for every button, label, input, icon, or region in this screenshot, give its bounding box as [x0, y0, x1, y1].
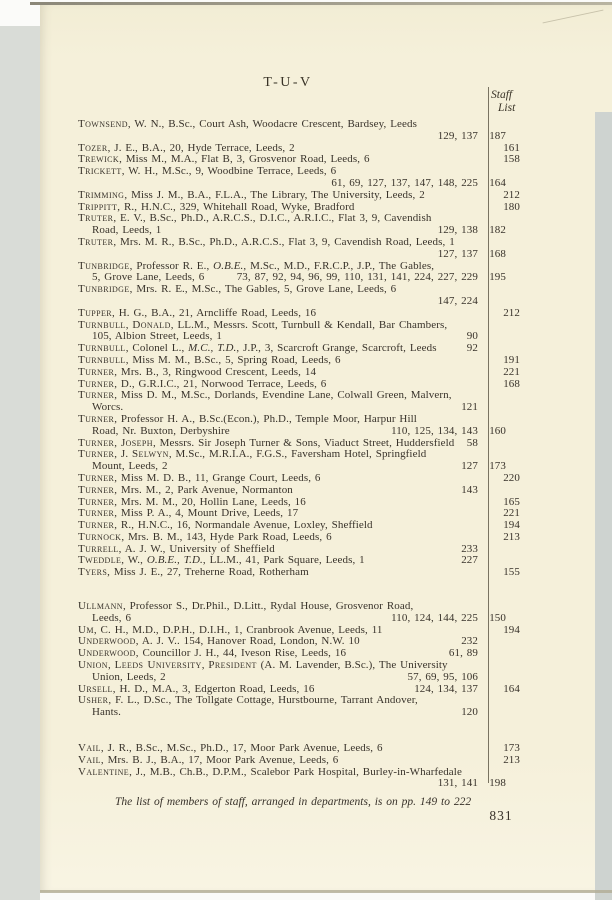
entry-detail: 5, Grove Lane, Leeds, 6 [92, 271, 205, 284]
staff-list-number: 187 [489, 129, 506, 142]
page-references: 129, 137 [437, 129, 478, 142]
staff-list-number: 191 [503, 353, 520, 366]
entry-surname: Turnbull [78, 318, 126, 331]
entry-detail: Leeds, 6 [92, 611, 132, 624]
entry-surname: Union [78, 659, 108, 672]
entry-surname: Turnbull [78, 342, 126, 355]
entry-detail: , Professor S., Dr.Phil., D.Litt., Rydal House, Grosvenor Road, [122, 600, 414, 613]
entry-surname: Underwood [78, 635, 136, 648]
scan-background-right-strip [595, 112, 612, 900]
entry-text [78, 390, 452, 402]
entry-detail: , Professor R. E., [129, 259, 214, 272]
page-references: 73, 87, 92, 94, 96, 99, 110, 131, 141, 224, 227, 229 [236, 271, 478, 284]
entry-detail: , Mrs. M. M., 20, Hollin Lane, Leeds, 16 [114, 495, 306, 508]
page-top-edge-shadow [30, 2, 612, 5]
staff-list-number: 155 [503, 566, 520, 579]
entry-detail: , Mrs. B. J., B.A., 17, Moor Park Avenue, Leeds, 6 [100, 753, 339, 766]
entry-surname: Tweddle [78, 554, 122, 567]
entry-detail: , M.Sc., M.D., F.R.C.P., J.P., The Gables, [243, 259, 435, 272]
entry-surname: Turner [78, 389, 115, 402]
staff-list-number: 164 [489, 176, 506, 189]
footer-note: The list of members of staff, arranged in departments, is on pp. 149 to 222 [114, 796, 472, 808]
entry-detail: , [201, 659, 209, 672]
staff-list-number: 213 [503, 753, 520, 766]
page-references: 147, 224 [437, 294, 478, 307]
entry-detail: , W., [121, 554, 147, 567]
staff-list-number: 194 [503, 519, 520, 532]
entry-text [78, 166, 336, 178]
directory-entry-line [78, 390, 478, 402]
entry-surname: Turnbull [78, 353, 126, 366]
entry-detail: , LL.M., 41, Park Square, Leeds, 1 [202, 554, 365, 567]
entry-surname: Townsend [78, 118, 128, 130]
entry-surname: Turner [78, 495, 115, 508]
entry-surname: Turner [78, 377, 115, 390]
staff-list-number: 158 [503, 153, 520, 166]
page-references: 127 [461, 460, 478, 473]
page-references: 120 [461, 706, 478, 719]
entry-text [78, 119, 417, 131]
entry-surname: Turrell [78, 542, 119, 555]
entry-detail: , C. H., M.D., D.P.H., D.I.H., 1, Cranbrook Avenue, Leeds, 11 [93, 623, 383, 636]
entry-text [92, 707, 121, 719]
entry-detail: , J. E., B.A., 20, Hyde Terrace, Leeds, 2 [107, 141, 295, 154]
entry-surname: Turner [78, 507, 115, 520]
entry-detail: , Mrs. B. M., 143, Hyde Park Road, Leeds, 6 [121, 530, 332, 543]
entry-detail: , R., H.N.C., 16, Normandale Avenue, Loxley, Sheffield [114, 519, 373, 532]
entry-detail: , E. V., B.Sc., Ph.D., A.R.C.S., D.I.C., A.R.I.C., Flat 3, 9, Cavendish [113, 212, 432, 225]
page-section-header: T-U-V [263, 75, 313, 90]
page-bottom-edge-shadow [40, 890, 612, 893]
entry-text [78, 695, 418, 707]
directory-entry-line [78, 695, 478, 707]
entry-surname: Turner [78, 365, 115, 378]
staff-list-number: 165 [503, 495, 520, 508]
entry-surname: Tyers [78, 566, 108, 579]
entry-surname: Turner [78, 519, 115, 532]
entry-detail: , Councillor J. H., 44, Iveson Rise, Leeds, 16 [135, 647, 347, 660]
directory-section-T [78, 119, 524, 579]
entry-honour-italic: O.B.E., T.D. [146, 554, 203, 567]
staff-list-number: 173 [503, 742, 520, 755]
directory-section-V [78, 743, 524, 790]
page-references: 232 [461, 635, 478, 648]
entry-honour-italic: M.C., T.D. [188, 342, 237, 355]
directory-entry-line [78, 119, 478, 131]
entry-surname: Turner [78, 412, 115, 425]
entry-surname: Truter [78, 212, 114, 225]
entry-detail: , A. J. W., University of Sheffield [118, 542, 275, 555]
entry-surname: Underwood [78, 647, 136, 660]
entry-detail: , Mrs. B., 3, Ringwood Crescent, Leeds, 14 [114, 365, 317, 378]
entry-honour-italic: O.B.E. [213, 259, 244, 272]
page-references: 90 [466, 330, 478, 343]
entry-surname: Usher [78, 694, 109, 707]
staff-list-column-header [491, 89, 527, 114]
entry-surname: Trippitt [78, 200, 118, 213]
directory-entry-line [78, 566, 520, 579]
entry-surname: Trewick [78, 153, 120, 166]
directory-entry-line [78, 284, 478, 296]
entry-detail: , F. L., D.Sc., The Tollgate Cottage, Hurstbourne, Tarrant Andover, [108, 694, 418, 707]
entry-surname: Tunbridge [78, 259, 130, 272]
entry-detail: , Mrs. M. R., B.Sc., Ph.D., A.R.C.S., Flat 3, 9, Cavendish Road, Leeds, 1 [113, 235, 455, 248]
entry-detail: , W. N., B.Sc., Court Ash, Woodacre Crescent, Bardsey, Leeds [127, 118, 417, 130]
entry-detail: , Mrs. R. E., M.Sc., The Gables, 5, Grove Lane, Leeds, 6 [129, 283, 397, 296]
staff-list-number: 168 [489, 247, 506, 260]
entry-detail: , W. H., M.Sc., 9, Woodbine Terrace, Leeds, 6 [121, 165, 337, 178]
entry-surname: Ullmann [78, 600, 123, 613]
entry-surname: Vail [78, 742, 101, 755]
page-references: 129, 138 [437, 224, 478, 237]
page-references: 233 [461, 542, 478, 555]
page-references: 57, 69, 95, 106 [407, 670, 478, 683]
entry-surname: President [208, 659, 257, 672]
staff-list-number: 180 [503, 200, 520, 213]
page-references: 121 [461, 401, 478, 414]
book-page [40, 5, 612, 892]
entry-text [78, 567, 309, 579]
entry-surname: Ursell [78, 682, 113, 695]
entry-detail: , Messrs. Sir Joseph Turner & Sons, Viaduct Street, Huddersfield [152, 436, 455, 449]
entry-surname: Donald [132, 318, 171, 331]
entry-surname: Trickett [78, 165, 122, 178]
staff-list-number: 182 [489, 224, 506, 237]
staff-list-number: 213 [503, 530, 520, 543]
page-references: 124, 134, 137 [414, 682, 478, 695]
staff-list-number: 195 [489, 271, 506, 284]
entry-surname: Joseph [120, 436, 153, 449]
staff-list-number: 194 [503, 623, 520, 636]
entry-detail: , Miss J. E., 27, Treherne Road, Rotherham [107, 566, 309, 579]
entry-detail: , J.P., 3, Scarcroft Grange, Scarcroft, Leeds [236, 342, 437, 355]
staff-list-number: 221 [503, 507, 520, 520]
staff-list-number: 160 [489, 424, 506, 437]
entry-surname: Trimming [78, 188, 125, 201]
staff-list-number: 220 [503, 471, 520, 484]
entry-detail: , H. G., B.A., 21, Arncliffe Road, Leeds, 16 [112, 306, 317, 319]
entry-surname: Truter [78, 235, 114, 248]
entry-detail: (A. M. Lavender, B.Sc.), The University [256, 659, 448, 672]
entry-detail: , Colonel L., [125, 342, 189, 355]
staff-list-number: 173 [489, 460, 506, 473]
entry-detail: , LL.M., Messrs. Scott, Turnbull & Kendall, Bar Chambers, [170, 318, 448, 331]
page-references: 61, 69, 127, 137, 147, 148, 225 [331, 176, 478, 189]
staff-list-number: 161 [503, 141, 520, 154]
entry-surname: Turner [78, 483, 115, 496]
staff-list-number: 221 [503, 365, 520, 378]
page-references: 127, 137 [437, 247, 478, 260]
staff-list-number: 198 [489, 777, 506, 790]
entry-detail: , J., M.B., Ch.B., D.P.M., Scalebor Park Hospital, Burley-in-Wharfedale [129, 765, 462, 778]
page-references: 131, 141 [437, 777, 478, 790]
entry-surname: Valentine [78, 765, 130, 778]
entry-surname: Leeds University [114, 659, 202, 672]
entry-detail: , M.Sc., M.R.I.A., F.G.S., Faversham Hotel, Springfield [168, 448, 427, 461]
staff-list-number: 212 [503, 188, 520, 201]
staff-list-header-line2: List [498, 101, 516, 114]
entry-detail: , Miss J. M., B.A., F.L.A., The Library, The University, Leeds, 2 [124, 188, 425, 201]
entry-surname: Tunbridge [78, 283, 130, 296]
page-references: 58 [466, 436, 478, 449]
directory-entry-line [78, 237, 478, 249]
staff-list-header-line1: Staff [491, 89, 513, 101]
entry-surname: Vail [78, 753, 101, 766]
page-references: 92 [466, 342, 478, 355]
entry-surname: Turner [78, 436, 115, 449]
entry-detail: 105, Albion Street, Leeds, 1 [92, 330, 222, 343]
entry-detail: Hants. [92, 706, 122, 719]
entry-detail: , Miss D. M., M.Sc., Dorlands, Evendine Lane, Colwall Green, Malvern, [114, 389, 452, 402]
scan-background-left-strip [0, 26, 40, 900]
entry-detail: , Miss M. M., B.Sc., 5, Spring Road, Leeds, 6 [125, 353, 341, 366]
page-references: 110, 125, 134, 143 [391, 424, 478, 437]
entry-detail: , [114, 436, 121, 449]
entry-text [78, 767, 462, 779]
directory-section-U [78, 601, 524, 719]
entry-detail: , Miss M. D. B., 11, Grange Court, Leeds, 6 [114, 471, 321, 484]
entry-detail: , A. J. V.. 154, Hanover Road, London, N.W. 10 [135, 635, 360, 648]
directory-entry-line [78, 767, 478, 779]
entry-detail: , H. D., M.A., 3, Edgerton Road, Leeds, 16 [112, 682, 315, 695]
entry-detail: Mount, Leeds, 2 [92, 460, 168, 473]
page-number: 831 [489, 808, 513, 823]
entry-text [78, 237, 455, 249]
entry-detail: , [125, 318, 133, 331]
page-references: 61, 89 [448, 647, 478, 660]
entry-detail: , Miss P. A., 4, Mount Drive, Leeds, 17 [114, 507, 299, 520]
entry-detail: , [107, 659, 115, 672]
entry-surname: Tozer [78, 141, 108, 154]
entry-detail: , R., H.N.C., 329, Whitehall Road, Wyke, Bradford [117, 200, 355, 213]
entry-detail: , Professor H. A., B.Sc.(Econ.), Ph.D., Temple Moor, Harpur Hill [114, 412, 417, 425]
entry-detail: , Mrs. M., 2, Park Avenue, Normanton [114, 483, 293, 496]
directory-entry-line [78, 707, 478, 719]
entry-detail: , J. R., B.Sc., M.Sc., Ph.D., 17, Moor Park Avenue, Leeds, 6 [100, 742, 383, 755]
entry-text [78, 284, 396, 296]
entry-detail: , J. [114, 448, 133, 461]
directory-entry-line [78, 777, 506, 790]
entry-surname: Tupper [78, 306, 113, 319]
entry-detail: Worcs. [92, 401, 124, 414]
staff-list-number: 168 [503, 377, 520, 390]
staff-list-number: 212 [503, 306, 520, 319]
entry-detail: Road, Leeds, 1 [92, 224, 162, 237]
entry-detail: , D., G.R.I.C., 21, Norwood Terrace, Leeds, 6 [114, 377, 327, 390]
entry-surname: Um [78, 623, 94, 636]
entry-surname: Selwyn [132, 448, 169, 461]
entry-surname: Turnock [78, 530, 122, 543]
entry-detail: Road, Nr. Buxton, Derbyshire [92, 424, 230, 437]
page-references: 143 [461, 483, 478, 496]
directory-list [78, 119, 524, 790]
entry-surname: Turner [78, 448, 115, 461]
entry-detail: Union, Leeds, 2 [92, 670, 166, 683]
staff-list-number: 150 [489, 611, 506, 624]
entry-surname: Turner [78, 471, 115, 484]
staff-list-number: 164 [503, 682, 520, 695]
entry-detail: , Miss M., M.A., Flat B, 3, Grosvenor Road, Leeds, 6 [119, 153, 370, 166]
page-references: 110, 124, 144, 225 [391, 611, 478, 624]
page-references: 227 [461, 554, 478, 567]
